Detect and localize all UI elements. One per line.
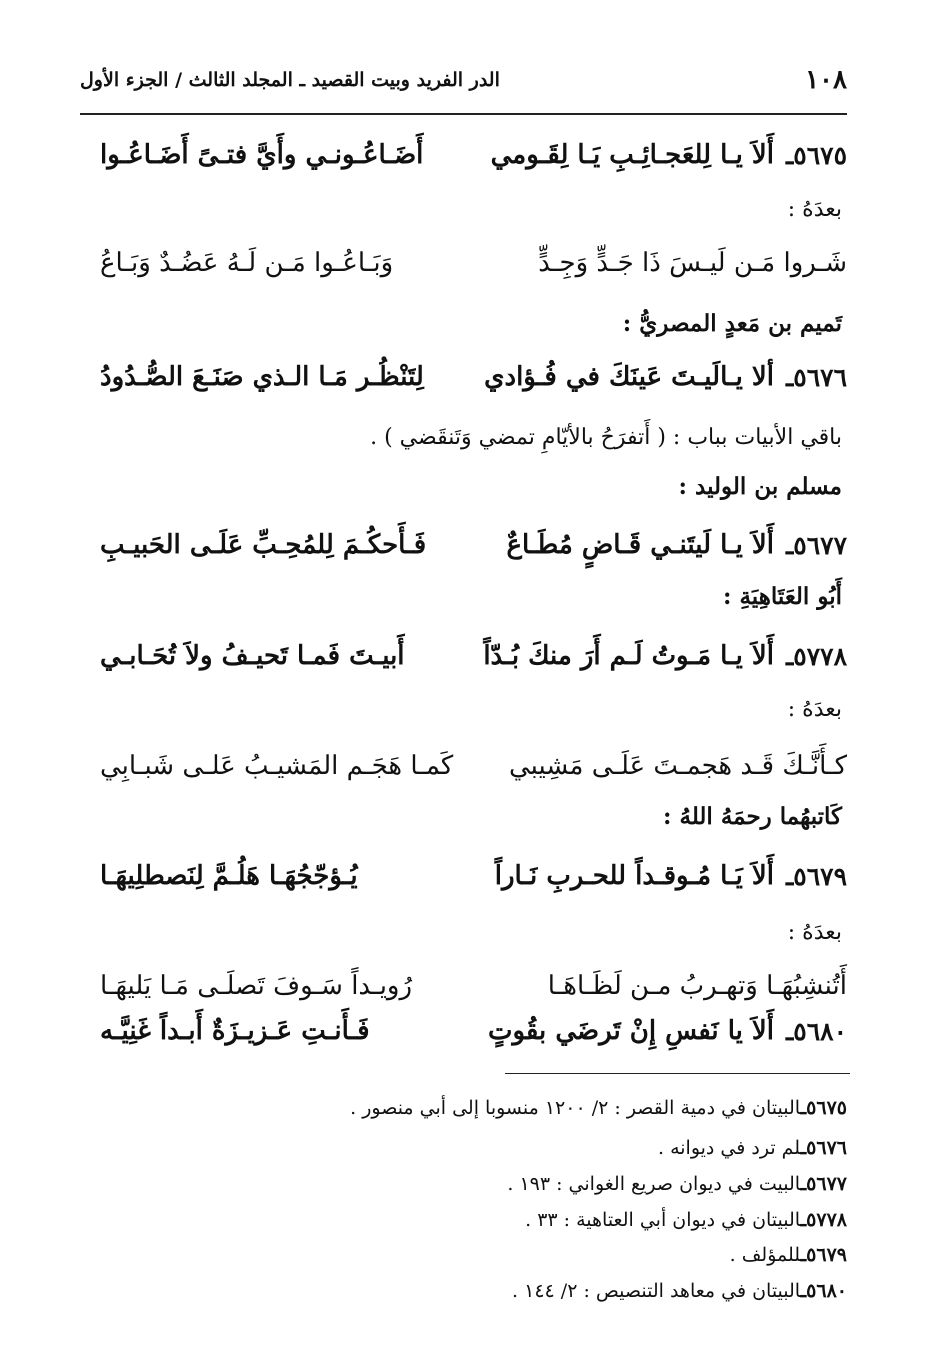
verse-number: ٥٦٨٠ـ xyxy=(785,1016,847,1046)
footnote-text: لم ترد في ديوانه . xyxy=(657,1137,801,1159)
poet-name: أَبُو العَتَاهِيَةِ : xyxy=(722,583,842,610)
first-hemistich: أَلاَ يا نَفسِ إِنْ تَرضَي بقُوتٍ xyxy=(488,1016,774,1046)
page-number: ١٠٨ xyxy=(805,65,847,95)
second-hemistich: وَبَـاعُـوا مَـن لَـهُ عَضُـدٌ وَبَـاعُ xyxy=(100,248,394,278)
verse-5675 xyxy=(100,131,847,179)
first-hemistich: أَلاَ يـا لِلعَجـائِـبِ يَـا لِقَـومي xyxy=(490,140,774,170)
verse-number: ٥٦٧٩ـ xyxy=(785,861,847,891)
note-after: بعدَهُ : xyxy=(787,920,842,945)
second-hemistich: لِتَنْظُـر مَـا الـذي صَنَـعَ الصُّـدُودُ xyxy=(100,362,424,392)
poet-name: كَاتبهُما رحمَهُ اللهُ : xyxy=(662,803,842,830)
first-hemistich: كـأَنَّـكَ قَـد هَجمـتَ عَلَـى مَشِيبي xyxy=(509,751,847,781)
footnote-text: للمؤلف . xyxy=(729,1244,801,1266)
poet-name: تَميم بن مَعدٍ المصريُّ : xyxy=(622,310,842,337)
first-hemistich: شَـروا مَـن لَيـسَ ذَا جَـدٍّ وَجِـدٍّ xyxy=(538,248,847,278)
first-hemistich: أَلاَ يـا لَيتَنـي قَـاضٍ مُطَـاعٌ xyxy=(506,530,774,560)
second-hemistich: أَبيـتَ فَمـا تَحيـفُ ولاَ تُحَـابـي xyxy=(100,641,405,671)
footnote-number: ٥٦٨٠ـ xyxy=(800,1280,847,1302)
verse-number: ٥٧٧٨ـ xyxy=(785,641,847,671)
page-header xyxy=(80,60,847,100)
footnote xyxy=(512,1280,847,1302)
remaining-verses-note: باقي الأبيات بباب : ( أَتفرَحُ بالأيّامِ تمضي وَتَنقَضي ) . xyxy=(370,425,842,450)
note-after: بعدَهُ : xyxy=(787,697,842,722)
running-title: الدر الفريد وبيت القصيد ـ المجلد الثالث / الجزء الأول xyxy=(80,69,500,91)
header-rule xyxy=(80,113,847,115)
verse-continuation xyxy=(100,962,847,1010)
verse-continuation xyxy=(100,239,847,287)
first-hemistich: أَلاَ يـا مَـوتُ لَـم أَرَ منكَ بُـدّاً xyxy=(483,641,774,671)
footnote-number: ٥٧٧٨ـ xyxy=(800,1209,847,1231)
footnote-number: ٥٦٧٧ـ xyxy=(800,1173,847,1195)
footnote-text: البيتان في ديوان أبي العتاهية : ٣٣ . xyxy=(525,1209,801,1231)
first-hemistich: أَتُنشِبُهَـا وَتهـربُ مـن لَظَـاهَـا xyxy=(547,971,847,1001)
footnote xyxy=(525,1209,847,1231)
verse-5676 xyxy=(100,353,847,401)
verse-5677 xyxy=(100,521,847,569)
verse-5778 xyxy=(100,632,847,680)
first-hemistich: أَلاَ يَـا مُـوقـداً للحـربِ نَـاراً xyxy=(494,861,774,891)
note-after: بعدَهُ : xyxy=(787,197,842,222)
footnote-text: البيت في ديوان صريع الغواني : ١٩٣ . xyxy=(507,1173,801,1195)
footnote xyxy=(730,1244,847,1266)
footnote xyxy=(658,1137,847,1159)
second-hemistich: رُويـداً سَـوفَ تَصلَـى مَـا يَليهَـا xyxy=(100,971,413,1001)
footnote-number: ٥٦٧٥ـ xyxy=(800,1097,847,1119)
verse-number: ٥٦٧٥ـ xyxy=(785,140,847,170)
footnote xyxy=(350,1097,847,1119)
verse-continuation xyxy=(100,742,847,790)
verse-number: ٥٦٧٧ـ xyxy=(785,530,847,560)
footnote-rule xyxy=(505,1073,850,1074)
second-hemistich: فَـأَنـتِ عَـزيـزَةٌ أَبـداً غَنِيَّـه xyxy=(100,1016,370,1046)
first-hemistich: ألا يـالَيـتَ عَينَكَ في فُـؤادي xyxy=(484,362,774,392)
second-hemistich: أَضَـاعُـونـي وأَيَّ فتـىً أَضَـاعُـوا xyxy=(100,140,424,170)
footnote-number: ٥٦٧٩ـ xyxy=(800,1244,847,1266)
footnote-number: ٥٦٧٦ـ xyxy=(800,1137,847,1159)
second-hemistich: يُـؤجّجُهَـا هَلُـمَّ لِنَصطلِيهَـا xyxy=(100,861,358,891)
second-hemistich: كَمـا هَجَـم المَشيـبُ عَلـى شَبـابِي xyxy=(100,751,454,781)
verse-5679 xyxy=(100,852,847,900)
second-hemistich: فَـأَحكُـمَ لِلمُحِـبِّ عَلَـى الحَبيـبِ xyxy=(100,530,427,560)
footnote-text: البيتان في دمية القصر : ٢/ ١٢٠٠ منسوبا إلى أبي منصور . xyxy=(350,1097,801,1119)
footnote xyxy=(507,1173,847,1195)
verse-5680 xyxy=(100,1007,847,1055)
poet-name: مسلم بن الوليد : xyxy=(678,473,842,500)
verse-number: ٥٦٧٦ـ xyxy=(785,362,847,392)
footnote-text: البيتان في معاهد التنصيص : ٢/ ١٤٤ . xyxy=(512,1280,801,1302)
